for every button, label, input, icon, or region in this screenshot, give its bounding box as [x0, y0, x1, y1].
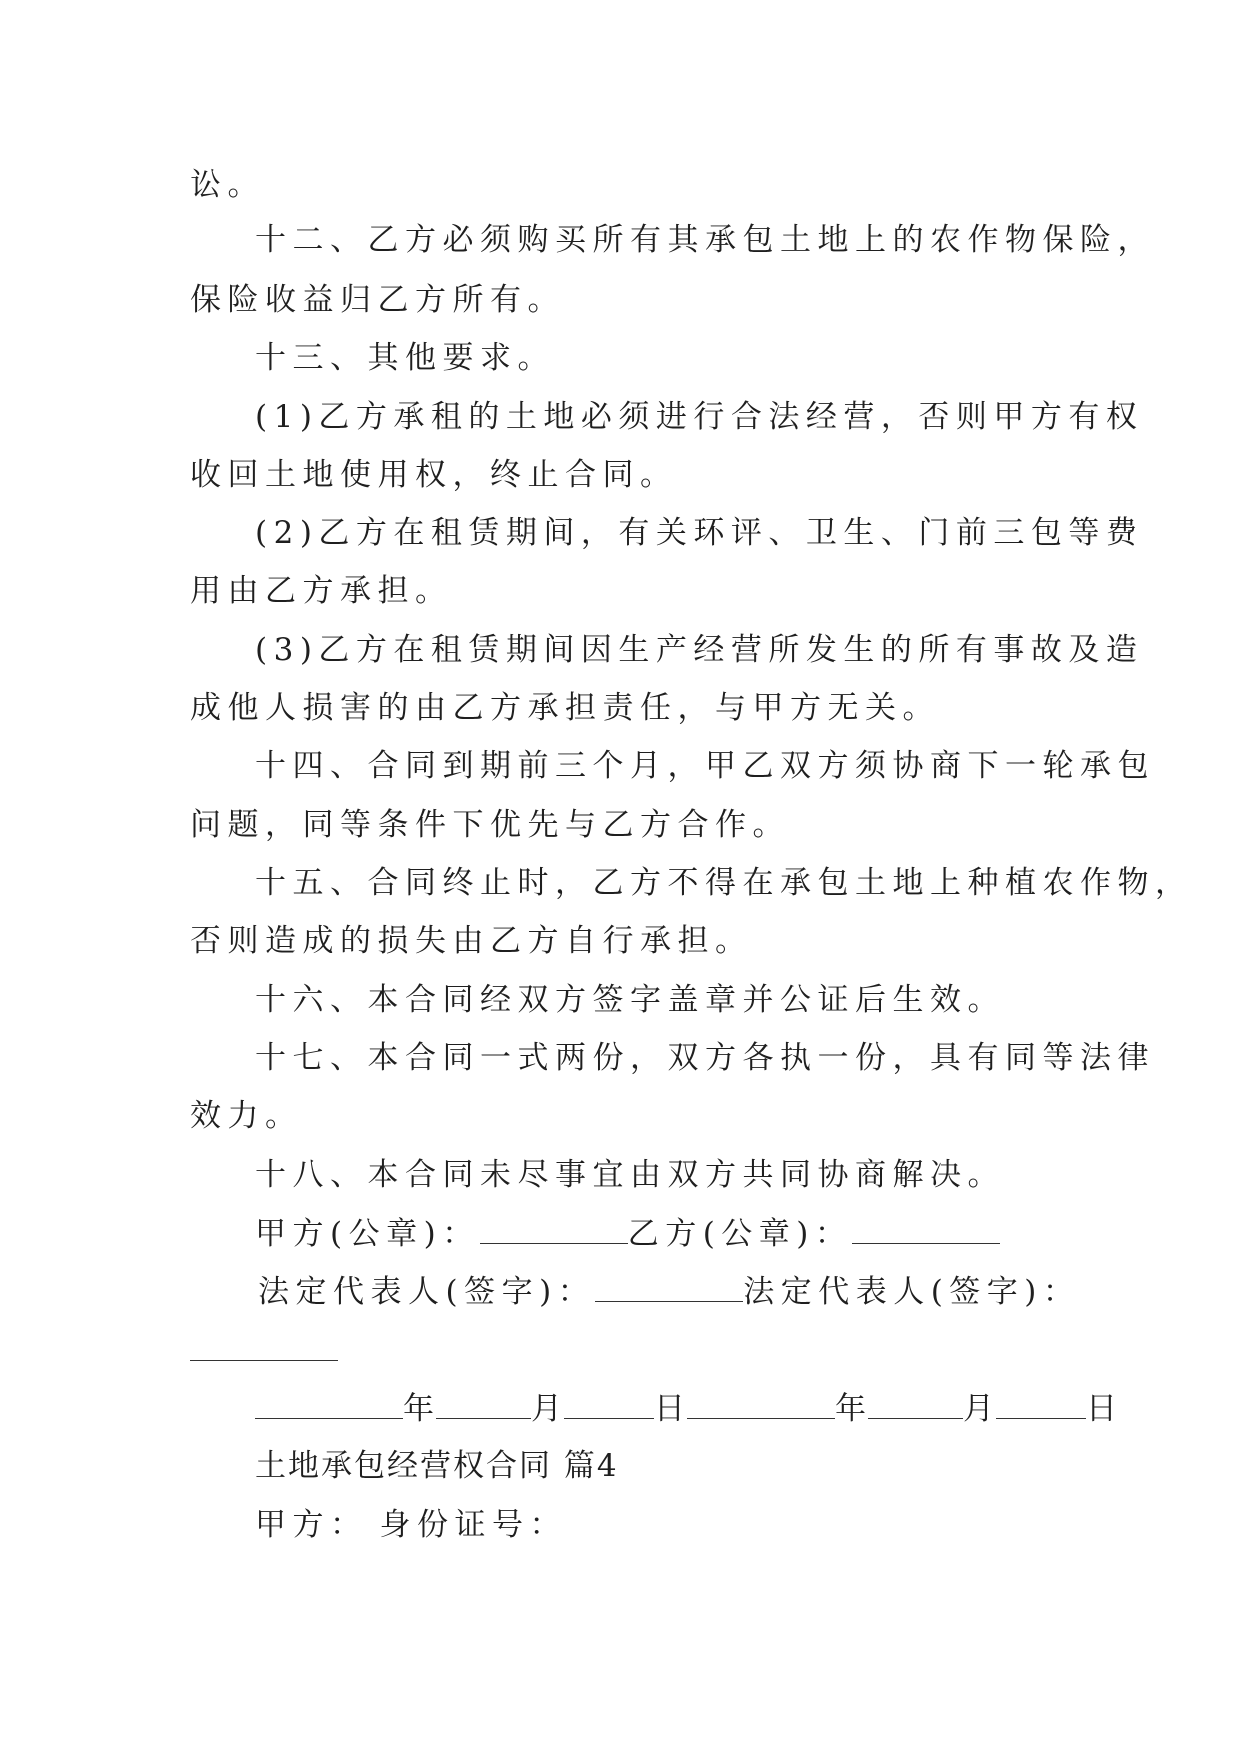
legal-rep-a-label: 法定代表人(签字)：	[258, 1274, 596, 1310]
paragraph-line: 十二、乙方必须购买所有其承包土地上的农作物保险，	[255, 222, 1155, 258]
paragraph-line: (1)乙方承租的土地必须进行合法经营，否则甲方有权	[255, 399, 1144, 435]
month-a-blank	[436, 1388, 531, 1419]
paragraph-line: 十八、本合同未尽事宜由双方共同协商解决。	[255, 1157, 1005, 1193]
paragraph-line: 十四、合同到期前三个月，甲乙双方须协商下一轮承包	[255, 748, 1155, 784]
section-title: 土地承包经营权合同 篇4	[255, 1448, 619, 1484]
paragraph-line: 十五、合同终止时，乙方不得在承包土地上种植农作物，	[255, 865, 1193, 901]
paragraph-line: 收回土地使用权，终止合同。	[190, 457, 678, 493]
day-a-blank	[564, 1388, 654, 1419]
paragraph-line: 成他人损害的由乙方承担责任，与甲方无关。	[190, 690, 940, 726]
party-a-seal-blank	[480, 1213, 628, 1244]
id-number-label: 身份证号：	[379, 1507, 567, 1543]
paragraph-line: 问题，同等条件下优先与乙方合作。	[190, 807, 790, 843]
legal-rep-a-blank	[595, 1271, 743, 1302]
legal-rep-b-line	[190, 1330, 338, 1371]
party-a-id-line	[255, 1505, 567, 1545]
seal-line	[255, 1213, 1000, 1254]
party-a-label: 甲方：	[255, 1507, 368, 1543]
month-b-label: 月	[963, 1391, 996, 1427]
party-b-seal-blank	[852, 1213, 1000, 1244]
day-a-label: 日	[654, 1391, 687, 1427]
paragraph-line: 十三、其他要求。	[255, 340, 555, 376]
year-a-blank	[255, 1388, 403, 1419]
paragraph-line: 否则造成的损失由乙方自行承担。	[190, 923, 753, 959]
legal-rep-line	[258, 1271, 1080, 1312]
month-a-label: 月	[531, 1391, 564, 1427]
paragraph-line: (2)乙方在租赁期间，有关环评、卫生、门前三包等费	[255, 515, 1144, 551]
year-b-label: 年	[835, 1391, 868, 1427]
paragraph-line: 十六、本合同经双方签字盖章并公证后生效。	[255, 982, 1005, 1018]
paragraph-line: 讼。	[190, 167, 265, 203]
paragraph-line: (3)乙方在租赁期间因生产经营所发生的所有事故及造	[255, 632, 1144, 668]
date-line	[255, 1388, 1119, 1429]
paragraph-line: 效力。	[190, 1098, 303, 1134]
legal-rep-b-label: 法定代表人(签字)：	[743, 1274, 1081, 1310]
day-b-blank	[996, 1388, 1086, 1419]
paragraph-line: 用由乙方承担。	[190, 573, 453, 609]
paragraph-line: 十七、本合同一式两份，双方各执一份，具有同等法律	[255, 1040, 1155, 1076]
paragraph-line: 保险收益归乙方所有。	[190, 282, 565, 318]
party-b-seal-label: 乙方(公章)：	[627, 1216, 853, 1252]
legal-rep-b-blank	[190, 1330, 338, 1361]
month-b-blank	[868, 1388, 963, 1419]
party-a-seal-label: 甲方(公章)：	[255, 1216, 480, 1252]
year-a-label: 年	[403, 1391, 436, 1427]
day-b-label: 日	[1086, 1391, 1119, 1427]
year-b-blank	[687, 1388, 835, 1419]
